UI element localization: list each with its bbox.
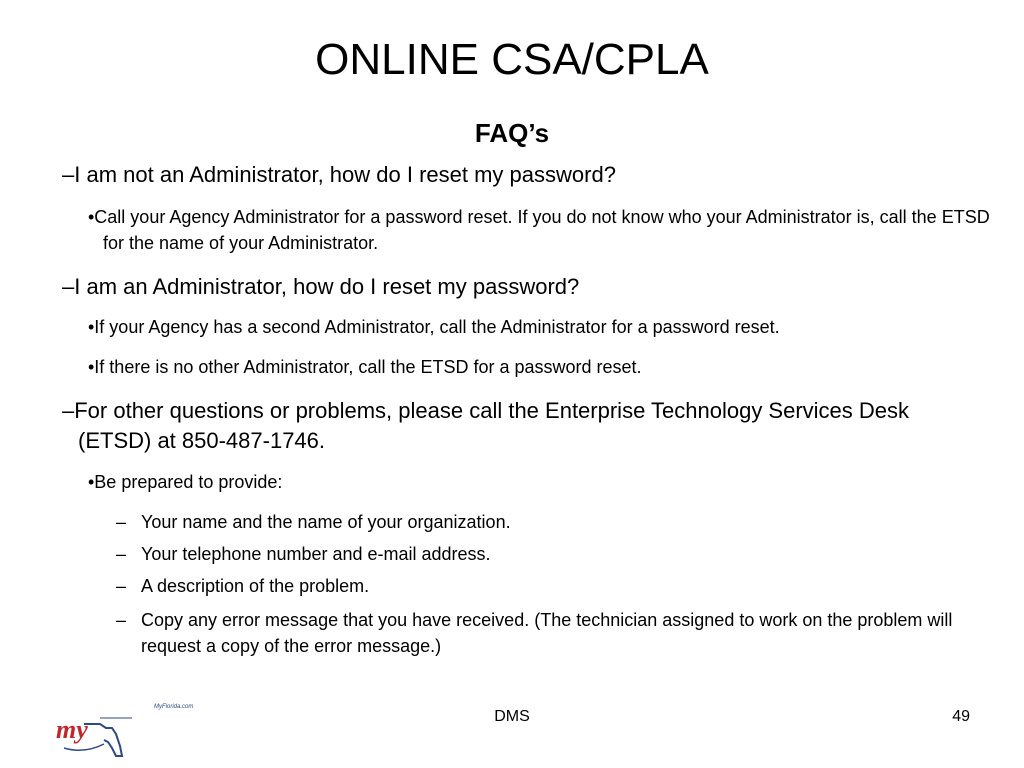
slide-title: ONLINE CSA/CPLA [315, 35, 709, 84]
sub-item-2 [116, 541, 971, 567]
sub-item-text: Copy any error message that you have received. (The technician assigned to work on the problem will request a copy of the error message.) [141, 610, 953, 656]
slide-subtitle: FAQ’s [474, 118, 550, 148]
sub-item-3 [116, 573, 971, 599]
faq-answer-1: •Call your Agency Administrator for a password reset. If you do not know who your Administrator is, call the ETSD for the name of your Administrator. [88, 207, 990, 253]
sub-item-text: Your name and the name of your organization. [141, 512, 511, 532]
faq-answer-2b: •If there is no other Administrator, call the ETSD for a password reset. [88, 357, 642, 377]
sub-item-4 [116, 607, 971, 659]
sub-item-dash: – [116, 576, 127, 596]
faq-question-1: –I am not an Administrator, how do I reset my password? [62, 162, 616, 187]
sub-item-dash: – [116, 544, 127, 564]
sub-item-1 [116, 509, 971, 535]
logo-script: my [56, 715, 88, 744]
faq-answer-3: •Be prepared to provide: [88, 472, 283, 492]
sub-item-text: A description of the problem. [141, 576, 370, 596]
sub-item-dash: – [116, 610, 127, 630]
logo-text: MyFlorida.com [154, 704, 194, 710]
faq-answer-2a: •If your Agency has a second Administrator, call the Administrator for a password reset. [88, 317, 780, 337]
footer-dms: DMS [494, 708, 530, 725]
page-number: 49 [952, 708, 970, 725]
sub-item-dash: – [116, 512, 127, 532]
faq-question-2: –I am an Administrator, how do I reset my password? [62, 274, 580, 299]
faq-question-3: –For other questions or problems, please call the Enterprise Technology Services Desk (ETSD) at 850-487-1746. [62, 398, 910, 453]
sub-item-text: Your telephone number and e-mail address. [141, 544, 491, 564]
